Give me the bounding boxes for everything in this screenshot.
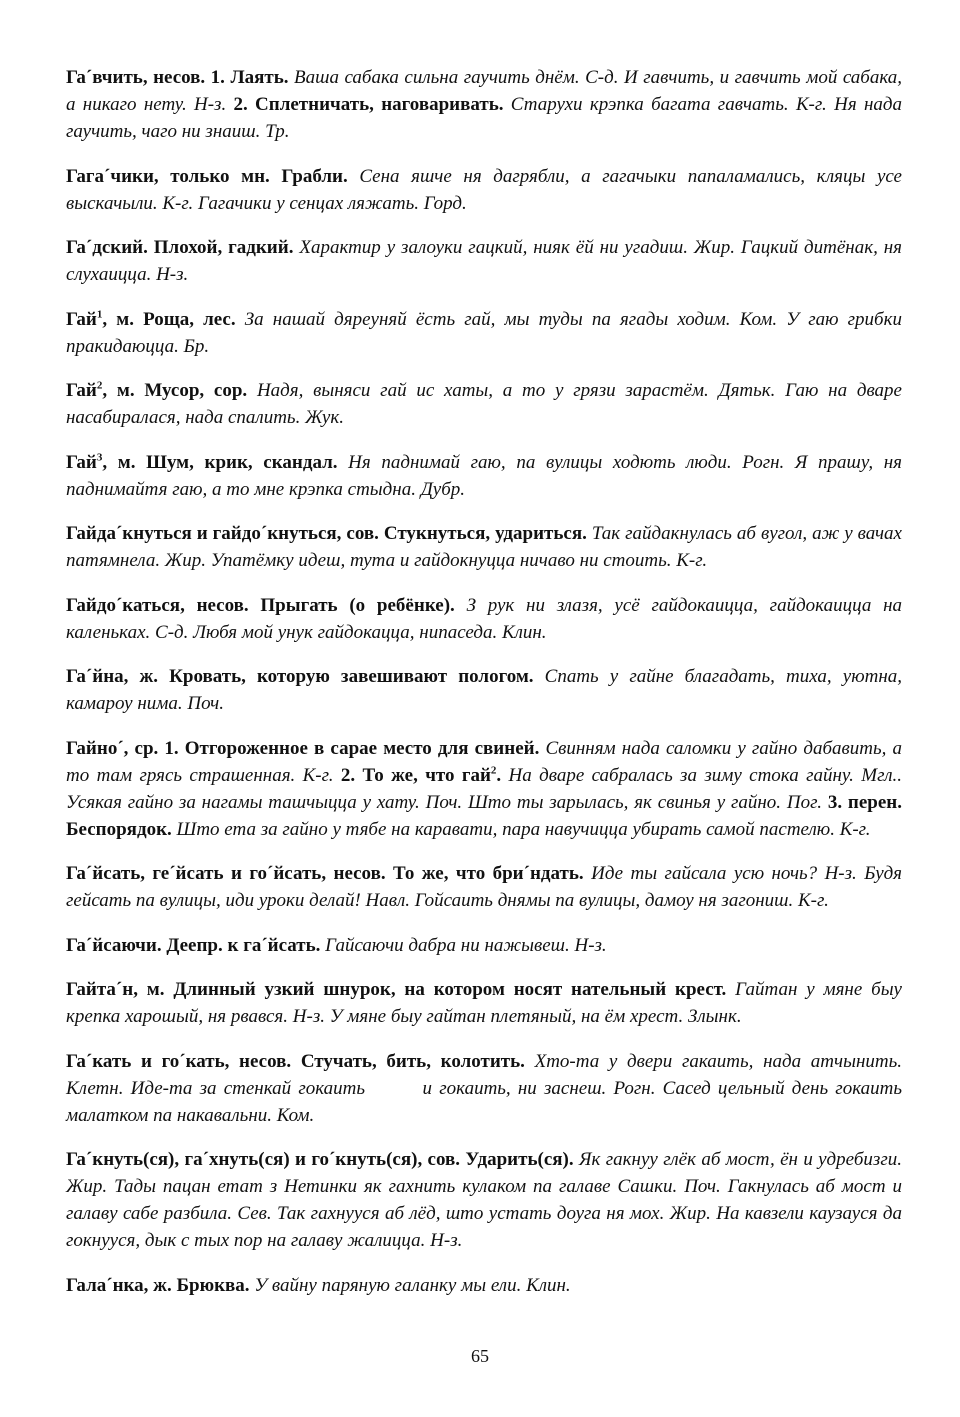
dictionary-entry [66,1272,902,1299]
homonym-index: 2 [96,379,103,392]
headword-definition: Гай [66,308,97,330]
headword-definition: Гай [66,451,97,473]
usage-example: З рук ни злазя, усё гайдокаицца, гайдокаицца на каленьках. С-д. Любя мой унук гайдокацца, нипаседа. Клин. [66,594,907,643]
dictionary-entry [66,449,907,503]
headword-definition: 2. То же, что гай [340,764,491,786]
usage-example: Спать у гайне благадать, тиха, уютна, камароу нима. Поч. [66,666,907,714]
headword-definition: Гайда´кнуться и гайдо´кнуться, сов. Стукнуться, удариться. [66,523,592,544]
dictionary-entry [66,377,907,431]
usage-example: Што ета за гайно у тябе на каравати, пара навучицца убирать самой пастелю. К-г. [176,818,871,840]
headword-definition: Га´кнуть(ся), га´хнуть(ся) и го´кнуть(ся), сов. Ударить(ся). [66,1149,579,1170]
headword-definition: , м. Мусор, сор. [102,380,257,401]
dictionary-entry [66,860,907,914]
headword-definition: Гала´нка, ж. Брюква. [66,1274,255,1296]
dictionary-entry [66,163,907,217]
usage-example: Хто-та у двери гакаить, нада атчынить. Клетн. Иде-та за стенкай гокаить и гокаить, ни заснеш. Рогн. Сасед цельный день гокаить малатком па накавальни. Ком. [66,1050,907,1126]
usage-example: Гайсаючи дабра ни нажывеш. Н-з. [325,934,607,956]
dictionary-entry [66,306,907,360]
dictionary-entry [66,592,907,646]
usage-example: Иде ты гайсала усю ночь? Н-з. Будя гейсать па вулицы, иди уроки делай! Навл. Гойсаить днямы па вулицы, дамоу ня загониш. К-г. [66,863,907,911]
headword-definition: Гайно´, ср. 1. Отгороженное в сарае место для свиней. [66,737,546,759]
headword-definition: Га´дский. Плохой, гадкий. [66,237,300,258]
usage-example: Гайтан у мяне быу крепка харошый, ня рвався. Н-з. У мяне быу гайтан плетяный, на ём хрест. Злынк. [66,979,907,1027]
headword-definition: Га´йсаючи. Деепр. к га´йсать. [66,934,326,956]
usage-example: Сена яшче ня дагрябли, а гагачыки папаламались, кляцы усе выскачыли. К-г. Гагачики у сенцах ляжать. Горд. [66,165,907,214]
dictionary-entry [66,64,907,145]
homonym-index: 1 [96,308,103,321]
dictionary-entry [66,520,907,574]
headword-definition: Гай [66,380,97,401]
headword-definition: 2. Сплетничать, наговаривать. [233,94,511,115]
homonym-index: 3 [96,451,103,464]
dictionary-entry [66,932,902,959]
usage-example: На дваре сабралась за зиму стока гайну. Мгл.. Усякая гайно за нагамы ташчыцца у хату. Поч. Што ты зарылась, як свинья у гайно. Пог. [66,764,907,813]
dictionary-entry [66,234,907,288]
headword-definition: Га´йна, ж. Кровать, которую завешивают пологом. [66,666,545,687]
headword-definition: Га´йсать, ге´йсать и го´йсать, несов. То же, что бри´ндать. [66,863,592,884]
headword-definition: Гайдо´каться, несов. Прыгать (о ребёнке). [66,594,467,616]
headword-definition: Га´вчить, несов. 1. Лаять. [66,67,295,88]
usage-example: Надя, выняси гай ис хаты, а то у грязи зарастём. Дятьк. Гаю на дваре насабиралася, нада спалить. Жук. [66,380,907,428]
headword-definition: Гайта´н, м. Длинный узкий шнурок, на котором носят нательный крест. [66,979,736,1000]
headword-definition: , м. Шум, крик, скандал. [102,451,349,473]
usage-example: Так гайдакнулась аб вугол, аж у вачах патямнела. Жир. Упатёмку идеш, тута и гайдокнуцца ничаво ни стоить. К-г. [66,523,907,571]
usage-example: Старухи крэпка багата гавчать. К-г. Ня нада гаучить, чаго ни знаиш. Тр. [66,94,907,142]
headword-definition: 3. перен. Беспорядок. [66,791,907,840]
usage-example: Ваша сабака сильна гаучить днём. С-д. И гавчить, и гавчить мой сабака, а никаго нету. Н-з. [66,67,907,115]
headword-definition: , м. Роща, лес. [102,308,245,330]
page-number: 65 [471,1346,489,1366]
dictionary-entry [66,1048,907,1129]
homonym-index: 2 [490,764,497,777]
usage-example: Характир у залоуки гацкий, нияк ёй ни угадиш. Жир. Гацкий дитёнак, ня слухаицца. Н-з. [66,237,907,285]
usage-example: Як гакнуу глёк аб мост, ён и удребизги. Жир. Тады пацан етат з Нетинки як гахнить кулаком па галаве Сашки. Поч. Гакнулась аб мост и галаву сабе разбила. Сев. Так гахнууся аб лёд, што устать доуга ня мох. Жир. На кавзели каузауся да гокнууся, дык с тых пор на галаву жалицца. Н-з. [66,1149,907,1251]
dictionary-entry [66,735,907,843]
dictionary-entry [66,976,907,1030]
headword-definition: . [496,764,509,786]
dictionary-entries [66,64,907,1316]
usage-example: Ня паднимай гаю, па вулицы ходють люди. Рогн. Я прашу, ня паднимайтя гаю, а то мне крэпка стыдна. Дубр. [66,451,907,500]
usage-example: Свинням нада саломки у гайно дабавить, а то там грясь страшенная. К-г. [66,737,907,786]
usage-example: У вайну паряную галанку мы ели. Клин. [254,1274,571,1296]
dictionary-entry [66,663,907,717]
headword-definition: Га´кать и го´кать, несов. Стучать, бить, колотить. [66,1050,535,1072]
headword-definition: Гага´чики, только мн. Грабли. [66,165,360,187]
dictionary-entry [66,1146,907,1254]
usage-example: За нашай дяреуняй ёсть гай, мы туды па ягады ходим. Ком. У гаю грибки пракидаюцца. Бр. [66,308,907,357]
